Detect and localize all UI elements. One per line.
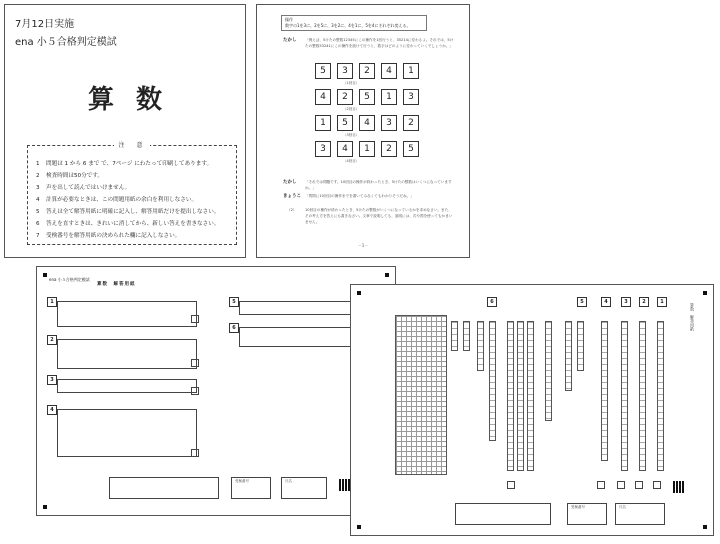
question-2-text: 10回目の操作が終わったとき、5けたの整数がいくつになっているかを求めなさい。また、その考え方を答えにも書きなさい。文章で説明しても、説明には、式や図を使ってもかまいません。 — [305, 208, 453, 224]
digit-card: 4 — [315, 89, 331, 105]
digit-card: 4 — [381, 63, 397, 79]
digit-card: 5 — [403, 141, 419, 157]
registration-mark — [43, 505, 47, 509]
notice-item: 6 答えを直すときは、きれいに消してから、新しい答えを書きなさい。 — [36, 221, 220, 227]
row-label: （2回目） — [343, 107, 360, 111]
sheet-title: 算数 解答用紙 — [97, 282, 136, 287]
registration-mark — [43, 273, 47, 277]
notice-title: 注 意 — [28, 140, 236, 149]
answer-column[interactable] — [601, 321, 608, 461]
digit-row-2 — [315, 89, 419, 105]
dialogue-3: 「質問に10回目の操作までを書いてみなくてもわかりそうだね。」 — [305, 194, 414, 198]
question-number: 2 — [639, 297, 649, 307]
row-label: （3回目） — [343, 133, 360, 137]
answer-sheet-2 — [350, 284, 714, 536]
student-info-box[interactable] — [109, 477, 219, 499]
operation-box — [281, 15, 427, 31]
answer-box-2[interactable] — [57, 339, 197, 369]
writing-grid[interactable] — [395, 315, 447, 475]
digit-card: 2 — [359, 63, 375, 79]
score-box — [597, 481, 605, 489]
student-info-box[interactable] — [455, 503, 551, 525]
answer-column[interactable] — [451, 321, 458, 351]
answer-column[interactable] — [565, 321, 572, 391]
name-label: 氏名 — [285, 479, 292, 483]
exam-series: ena 小５合格判定模試 — [15, 37, 117, 48]
speaker-takashi: たかし — [283, 38, 297, 43]
digit-card: 5 — [337, 115, 353, 131]
digit-card: 3 — [315, 141, 331, 157]
digit-row-4 — [315, 141, 419, 157]
score-box — [653, 481, 661, 489]
score-box — [191, 387, 199, 395]
problem-page — [256, 4, 470, 258]
answer-box-1[interactable] — [57, 301, 197, 327]
operation-text: 数字の1を3に、2を5に、3を2に、4を1に、5を4にそれぞれ変える。 — [285, 23, 411, 28]
answer-column[interactable] — [577, 321, 584, 371]
sheet-title: 算数 解答用紙 — [690, 303, 695, 331]
notice-item: 1 問題は 1 から 6 まで で、7ページ にわたって印刷してあります。 — [36, 161, 213, 167]
subject-title: 算数 — [87, 85, 184, 115]
notice-item: 7 受検番号を解答用紙の決められた欄に記入しなさい。 — [36, 233, 181, 239]
notice-item: 3 声を出して読んではいけません。 — [36, 185, 131, 191]
digit-card: 2 — [381, 141, 397, 157]
speaker-takashi: たかし — [283, 180, 297, 185]
digit-card: 3 — [403, 89, 419, 105]
digit-row-3 — [315, 115, 419, 131]
registration-mark — [357, 525, 361, 529]
digit-card: 3 — [337, 63, 353, 79]
digit-card: 5 — [315, 63, 331, 79]
notice-item: 4 計算が必要なときは、この問題用紙の余白を利用しなさい。 — [36, 197, 198, 203]
question-number: 6 — [487, 297, 497, 307]
qr-code-icon — [673, 481, 685, 493]
exam-number-label: 受検番号 — [571, 505, 585, 509]
cover-page — [4, 4, 246, 258]
sheet-header: ena 小５合格判定模試 — [49, 277, 90, 282]
registration-mark — [703, 525, 707, 529]
answer-box-4[interactable] — [57, 409, 197, 457]
registration-mark — [703, 291, 707, 295]
score-box — [191, 315, 199, 323]
exam-number-label: 受検番号 — [235, 479, 249, 483]
score-box — [191, 359, 199, 367]
digit-card: 2 — [403, 115, 419, 131]
score-box — [507, 481, 515, 489]
question-number: 1 — [657, 297, 667, 307]
digit-card: 2 — [337, 89, 353, 105]
registration-mark — [385, 273, 389, 277]
exam-date: 7月12日実施 — [15, 19, 75, 30]
answer-column[interactable] — [507, 321, 514, 471]
row-label: （1回目） — [343, 81, 360, 85]
digit-card: 4 — [337, 141, 353, 157]
notice-item: 5 答えは全て解答用紙に明確に記入し、解答用紙だけを提出しなさい。 — [36, 209, 220, 215]
answer-sheet-1 — [36, 266, 396, 516]
answer-column[interactable] — [463, 321, 470, 351]
digit-card: 4 — [359, 115, 375, 131]
score-box — [617, 481, 625, 489]
row-label: （4回目） — [343, 159, 360, 163]
registration-mark — [357, 291, 361, 295]
digit-card: 1 — [315, 115, 331, 131]
answer-column[interactable] — [657, 321, 664, 471]
question-number: 3 — [47, 375, 57, 385]
digit-card: 5 — [359, 89, 375, 105]
answer-column[interactable] — [639, 321, 646, 471]
answer-column[interactable] — [477, 321, 484, 371]
question-number: 1 — [47, 297, 57, 307]
answer-column[interactable] — [527, 321, 534, 471]
answer-column[interactable] — [545, 321, 552, 421]
question-number: 4 — [47, 405, 57, 415]
dialogue-1: 「例えば、5けたの整数12345にこの操作を1回行うと、35214に変わるよ。それでは、5けたの整数53241にこの操作を続けて行うと、数字はどのように変わっていくでしょうか。」 — [305, 38, 454, 48]
notice-list — [28, 146, 236, 242]
digit-card: 1 — [381, 89, 397, 105]
score-box — [635, 481, 643, 489]
operation-label: 操作 — [285, 17, 293, 22]
question-number: 5 — [577, 297, 587, 307]
dialogue-2: 「それでは問題です。10回目の操作が終わったとき、5けたの整数はいくつになっていますか。」 — [305, 180, 452, 190]
answer-column[interactable] — [621, 321, 628, 471]
speaker-kyoko: きょうこ — [283, 194, 301, 199]
answer-column[interactable] — [517, 321, 524, 471]
score-box — [191, 449, 199, 457]
digit-card: 1 — [403, 63, 419, 79]
question-2-label: （2） — [287, 208, 297, 212]
notice-item: 2 検査時間は50分です。 — [36, 173, 104, 179]
question-number: 5 — [229, 297, 239, 307]
digit-row-1 — [315, 63, 419, 79]
question-number: 2 — [47, 335, 57, 345]
digit-card: 1 — [359, 141, 375, 157]
answer-box-3[interactable] — [57, 379, 197, 393]
question-number: 4 — [601, 297, 611, 307]
answer-column[interactable] — [489, 321, 496, 441]
notice-box — [27, 142, 237, 245]
question-number: 3 — [621, 297, 631, 307]
page-number: －1－ — [357, 243, 369, 248]
digit-card: 3 — [381, 115, 397, 131]
name-label: 氏名 — [619, 505, 626, 509]
question-number: 6 — [229, 323, 239, 333]
